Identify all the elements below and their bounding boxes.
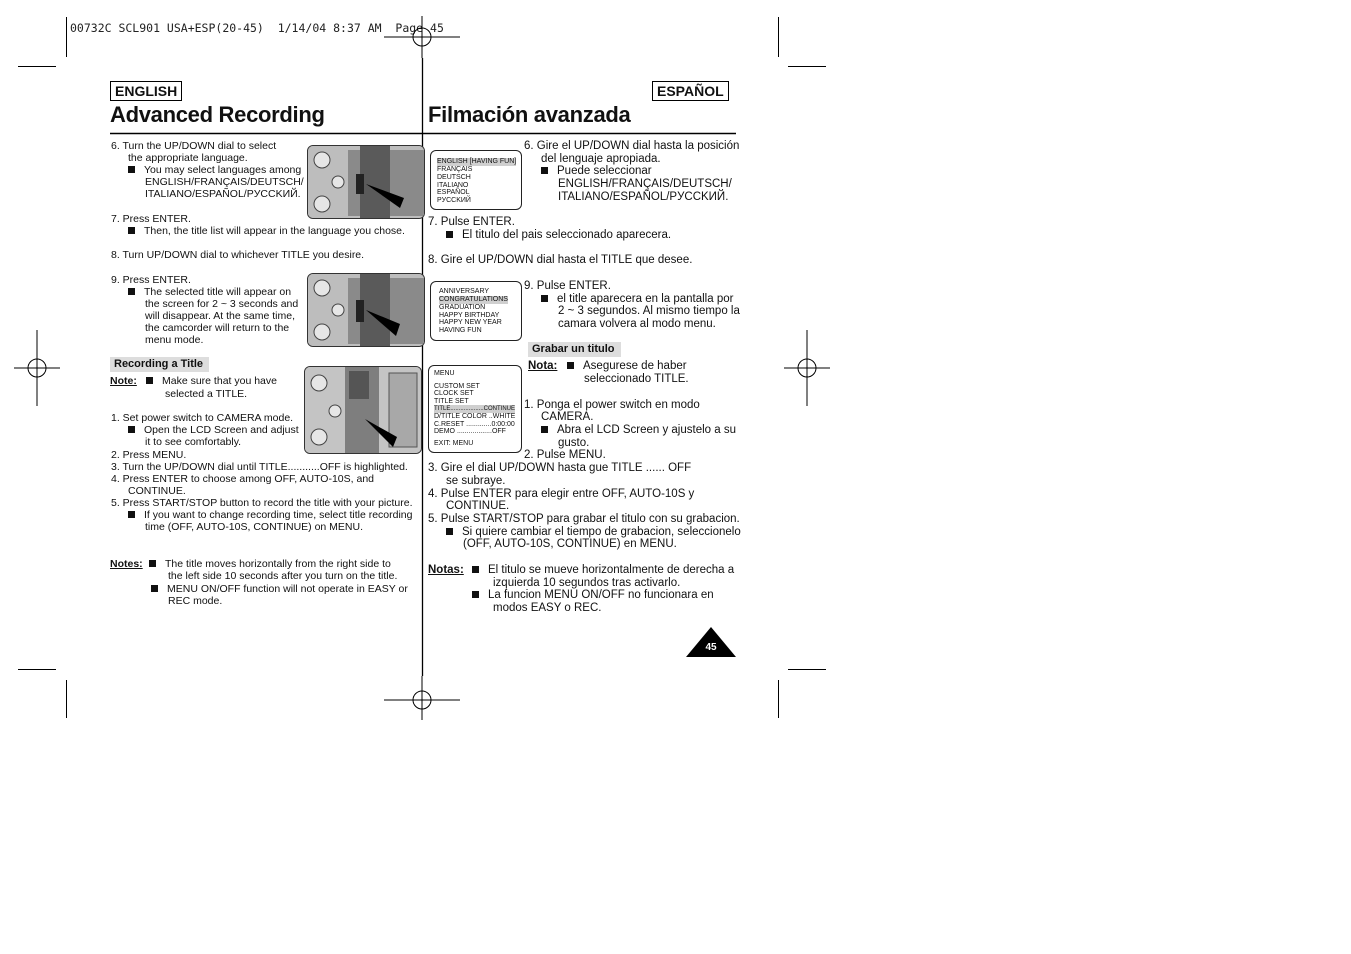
notes-bullet-2-line2: modos EASY o REC.: [493, 602, 602, 614]
step-6-line2: del lenguaje apropiada.: [541, 153, 661, 165]
menu-item: ITALIANO: [437, 182, 469, 189]
camcorder-dial-icon: [308, 146, 424, 218]
step-9-bullet: [541, 293, 733, 306]
menu-item: CLOCK SET: [434, 390, 474, 397]
notes-bullet-1: [472, 564, 734, 577]
bullet-text: You may select languages among: [144, 164, 302, 176]
step-7-bullet: [446, 229, 671, 242]
rec-step-1-bullet: [128, 424, 299, 436]
menu-exit: EXIT: MENU: [434, 440, 474, 447]
camcorder-dial-icon: [308, 274, 424, 346]
menu-item: DEMO ..................OFF: [434, 428, 506, 435]
step-9-bullet-line3: will disappear. At the same time,: [145, 310, 295, 322]
camcorder-photo-3: [304, 366, 422, 454]
menu-item: TITLE SET: [434, 398, 469, 405]
rec-step-5-bullet: [446, 526, 741, 539]
notes-bullet-1: [149, 558, 391, 570]
menu-item: ENGLISH [HAVING FUN]: [437, 158, 517, 165]
subheading-recording-title: Recording a Title: [110, 357, 209, 372]
menu-item-title: TITLE....................CONTINUE: [434, 406, 516, 412]
step-9-line1: 9. Pulse ENTER.: [524, 280, 611, 292]
step-8: 8. Gire el UP/DOWN dial hasta el TITLE que desee.: [428, 254, 693, 266]
menu-item: CUSTOM SET: [434, 383, 480, 390]
print-header: 00732C SCL901 USA+ESP(20-45) 1/14/04 8:37 AM Page 45: [70, 21, 444, 35]
notes-bullet-1-line2: the left side 10 seconds after you turn on the title.: [168, 570, 398, 582]
step-7-line1: 7. Press ENTER.: [111, 213, 191, 225]
rec-step-5: 5. Pulse START/STOP para grabar el titulo con su grabacion.: [428, 513, 740, 525]
rec-step-5-bullet: [128, 509, 412, 521]
bullet-text: Puede seleccionar: [557, 165, 652, 177]
menu-item: PУCCKИЙ: [437, 197, 471, 204]
bullet-text: El titulo del pais seleccionado aparecera.: [462, 229, 672, 241]
page-number: 45: [705, 642, 717, 653]
rec-step-1-bullet: [541, 424, 736, 437]
page-title-english: Advanced Recording: [110, 102, 325, 127]
menu-item: ESPAÑOL: [437, 189, 470, 196]
rec-step-5: 5. Press START/STOP button to record the title with your picture.: [111, 497, 413, 509]
bullet-text: el title aparecera en la pantalla por: [557, 293, 734, 305]
step-6-bullet-line2: ENGLISH/FRANÇAIS/DEUTSCH/: [145, 176, 304, 188]
notes-bullet-1-line2: izquierda 10 segundos tras activarlo.: [493, 577, 681, 589]
bullet-text: Then, the title list will appear in the language you chose.: [144, 225, 405, 237]
menu-item: FRANÇAIS: [437, 166, 473, 173]
notes-text: El titulo se mueve horizontalmente de derecha a: [488, 564, 735, 576]
rec-step-5-bullet-line2: time (OFF, AUTO-10S, CONTINUE) on MENU.: [145, 521, 364, 533]
step-9-bullet-line2: the screen for 2 ~ 3 seconds and: [145, 298, 299, 310]
note-line2: selected a TITLE.: [165, 388, 248, 400]
rec-step-4: 4. Pulse ENTER para elegir entre OFF, AUTO-10S y: [428, 488, 695, 500]
note-bullet: [567, 360, 687, 373]
main-menu-screen: [428, 365, 522, 453]
rec-step-3-line2: se subraye.: [446, 475, 506, 487]
step-6-bullet: [128, 164, 301, 176]
rec-step-1-bullet-line2: it to see comfortably.: [145, 436, 242, 448]
menu-item: GRADUATION: [439, 304, 486, 311]
rec-step-3: 3. Gire el dial UP/DOWN hasta gue TITLE ...... OFF: [428, 462, 692, 474]
rec-step-1: 1. Set power switch to CAMERA mode.: [111, 412, 294, 424]
bullet-text: Abra el LCD Screen y ajustelo a su: [557, 424, 736, 436]
title-list-menu-screen: [430, 281, 522, 341]
rec-step-2: 2. Press MENU.: [111, 449, 187, 461]
notes-bullet-2-line2: REC mode.: [168, 595, 223, 607]
notes-text: La funcion MENU ON/OFF no funcionara en: [488, 589, 714, 601]
note-text: Make sure that you have: [162, 375, 277, 387]
rec-step-5-bullet-line2: (OFF, AUTO-10S, CONTINUE) en MENU.: [463, 538, 677, 550]
notes-bullet-2: [151, 583, 408, 595]
note-label: Nota:: [528, 360, 558, 372]
notes-text: MENU ON/OFF function will not operate in EASY or: [167, 583, 408, 595]
rec-step-2: 2. Pulse MENU.: [524, 449, 606, 461]
page-title-espanol: Filmación avanzada: [428, 102, 631, 127]
step-9-bullet-line2: 2 ~ 3 segundos. Al mismo tiempo la: [558, 305, 740, 317]
step-7-line1: 7. Pulse ENTER.: [428, 216, 515, 228]
step-6-line2: the appropriate language.: [128, 152, 248, 164]
step-6-bullet-line3: ITALIANO/ESPAÑOL/PУCCKИЙ.: [145, 188, 301, 200]
step-6-line1: 6. Turn the UP/DOWN dial to select: [111, 140, 277, 152]
menu-item: ANNIVERSARY: [439, 288, 490, 295]
camcorder-lcd-icon: [305, 367, 421, 453]
rec-step-1-line2: CAMERA.: [541, 411, 594, 423]
rec-step-1-bullet-line2: gusto.: [558, 437, 590, 449]
step-6-line1: 6. Gire el UP/DOWN dial hasta la posición: [524, 140, 740, 152]
rec-step-3: 3. Turn the UP/DOWN dial until TITLE...........OFF is highlighted.: [111, 461, 408, 473]
step-9-bullet-line4: the camcorder will return to the: [145, 322, 290, 334]
subheading-grabar-titulo: Grabar un titulo: [528, 342, 621, 357]
rec-step-4-line2: CONTINUE.: [128, 485, 186, 497]
language-menu-screen: [430, 150, 522, 210]
note-label: Note:: [110, 375, 137, 387]
notes-label: Notas:: [428, 564, 464, 576]
menu-item: CONGRATULATIONS: [439, 296, 508, 303]
notes-text: The title moves horizontally from the right side to: [165, 558, 391, 570]
rec-step-4-line2: CONTINUE.: [446, 500, 510, 512]
step-7-bullet: [128, 225, 405, 237]
note-line2: seleccionado TITLE.: [584, 373, 689, 385]
bullet-text: Open the LCD Screen and adjust: [144, 424, 299, 436]
rec-step-4: 4. Press ENTER to choose among OFF, AUTO-10S, and: [111, 473, 375, 485]
camcorder-photo-2: [307, 273, 425, 347]
language-tag-espanol: ESPAÑOL: [652, 81, 729, 101]
step-9-bullet-line3: camara volvera al modo menu.: [558, 318, 716, 330]
step-6-bullet: [541, 165, 652, 178]
menu-item: D/TITLE COLOR ..WHITE: [434, 413, 516, 420]
step-9-line1: 9. Press ENTER.: [111, 274, 191, 286]
step-9-bullet-line5: menu mode.: [145, 334, 204, 346]
note-text: Asegurese de haber: [583, 360, 687, 372]
menu-item: C.RESET .............0:00:00: [434, 421, 515, 428]
step-8: 8. Turn UP/DOWN dial to whichever TITLE you desire.: [111, 249, 365, 261]
menu-head: MENU: [434, 370, 455, 377]
notes-label: Notes:: [110, 558, 143, 570]
notes-bullet-2: [472, 589, 714, 602]
menu-item: HAVING FUN: [439, 327, 482, 334]
menu-item: DEUTSCH: [437, 174, 471, 181]
camcorder-photo-1: [307, 145, 425, 219]
bullet-text: The selected title will appear on: [144, 286, 292, 298]
step-6-bullet-line2: ENGLISH/FRANÇAIS/DEUTSCH/: [558, 178, 732, 190]
bullet-text: If you want to change recording time, select title recording: [144, 509, 413, 521]
menu-item: HAPPY BIRTHDAY: [439, 312, 500, 319]
bullet-text: Si quiere cambiar el tiempo de grabacion, seleccionelo: [462, 526, 741, 538]
menu-item: HAPPY NEW YEAR: [439, 319, 502, 326]
language-tag-english: ENGLISH: [110, 81, 182, 101]
step-6-bullet-line3: ITALIANO/ESPAÑOL/PУCCKИЙ.: [558, 191, 729, 203]
rec-step-1: 1. Ponga el power switch en modo: [524, 399, 700, 411]
step-9-bullet: [128, 286, 291, 298]
note-bullet: [146, 375, 277, 387]
